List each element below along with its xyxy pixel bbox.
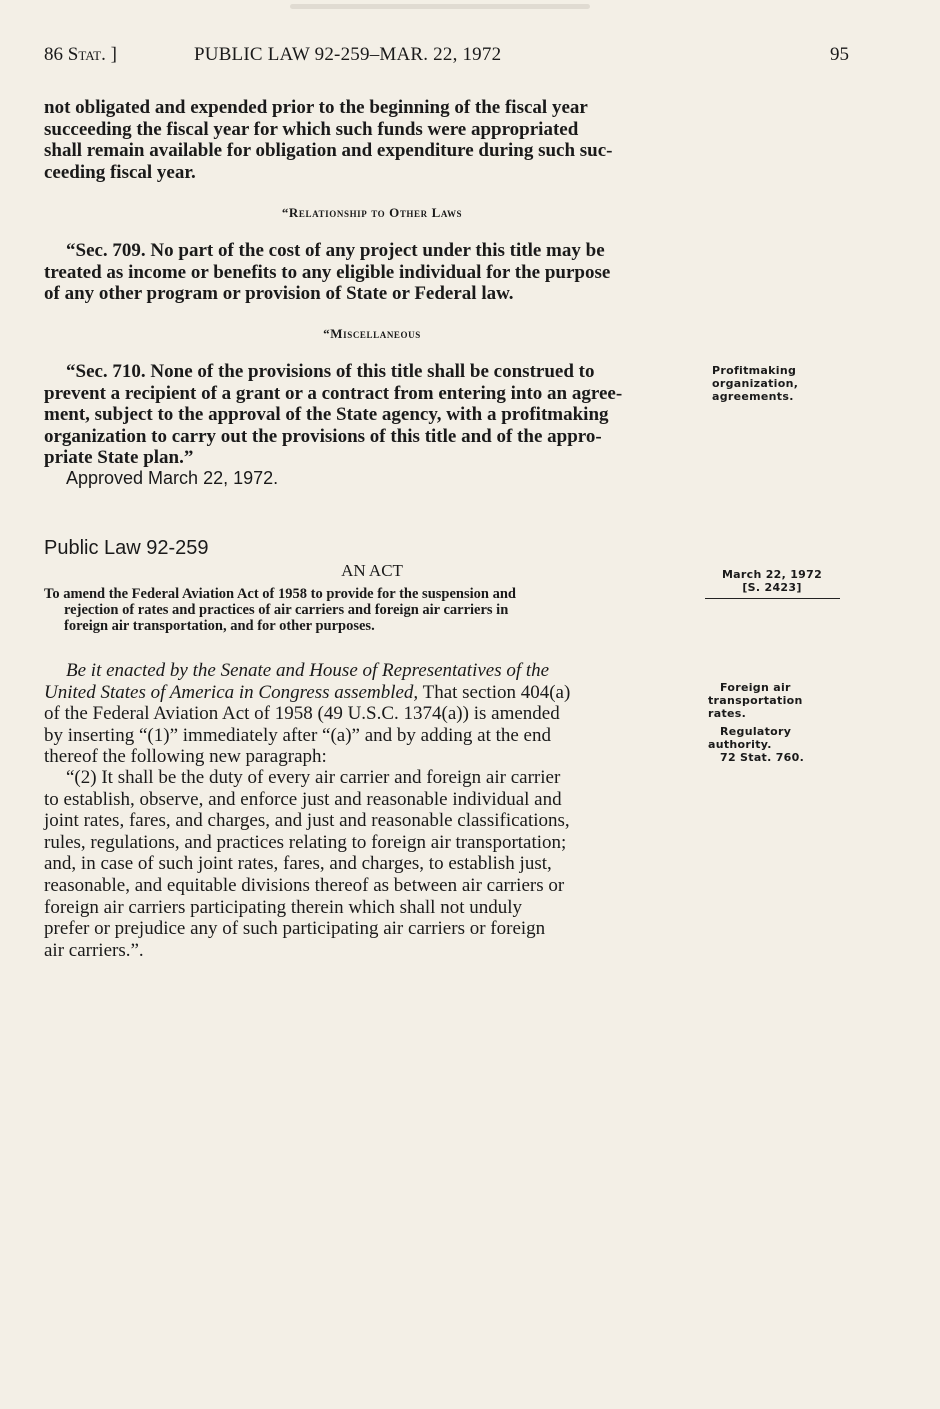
text-line: reasonable, and equitable divisions thereof as between air carriers or bbox=[44, 874, 565, 896]
text-line: air carriers.”. bbox=[44, 939, 144, 961]
section-710-text bbox=[44, 361, 700, 469]
text-line: prefer or prejudice any of such participating air carriers or foreign bbox=[44, 918, 546, 940]
text-line: of the Federal Aviation Act of 1958 (49 U.S.C. 1374(a)) is amended bbox=[44, 703, 560, 725]
public-law-title: Public Law 92-259 bbox=[44, 537, 209, 559]
text-line: treated as income or benefits to any eligible individual for the purpose bbox=[44, 261, 611, 283]
text-line: “Sec. 710. None of the provisions of this title shall be construed to bbox=[66, 361, 595, 382]
text-line: To amend the Federal Aviation Act of 1958 to provide for the suspension and bbox=[44, 586, 516, 602]
text-line bbox=[44, 682, 700, 704]
text-line: Be it enacted by the Senate and House of Representatives of the bbox=[66, 660, 550, 681]
section-heading-relationship: “Relationship to Other Laws bbox=[281, 205, 463, 220]
margin-rule bbox=[705, 598, 840, 599]
margin-note-profitmaking bbox=[712, 364, 798, 403]
text-line: “Sec. 709. No part of the cost of any project under this title may be bbox=[66, 240, 605, 261]
text-line: foreign air carriers participating therein which shall not unduly bbox=[44, 896, 523, 918]
enacting-roman: That section 404(a) bbox=[422, 681, 571, 703]
margin-line: Profitmaking bbox=[712, 364, 797, 377]
text-line: foreign air transportation, and for other purposes. bbox=[64, 618, 375, 634]
text-line: ceeding fiscal year. bbox=[44, 161, 196, 183]
text-line: prevent a recipient of a grant or a contract from entering into an agree- bbox=[44, 382, 623, 404]
text-line: of any other program or provision of State or Federal law. bbox=[44, 283, 514, 305]
text-line: not obligated and expended prior to the beginning of the fiscal year bbox=[44, 97, 588, 118]
law-header: PUBLIC LAW 92-259–MAR. 22, 1972 bbox=[194, 44, 502, 65]
continuation-paragraph bbox=[44, 97, 700, 183]
bill-number: [S. 2423] bbox=[742, 581, 802, 594]
margin-line: organization, bbox=[712, 377, 799, 390]
approval-date: Approved March 22, 1972. bbox=[66, 468, 279, 488]
scan-smudge bbox=[290, 4, 590, 9]
margin-note-foreign-air bbox=[708, 681, 803, 720]
text-line: “(2) It shall be the duty of every air carrier and foreign air carrier bbox=[66, 767, 561, 788]
text-line: shall remain available for obligation and expenditure during such suc- bbox=[44, 140, 613, 162]
text-line: priate State plan.” bbox=[44, 447, 194, 469]
margin-note-regulatory bbox=[708, 725, 804, 764]
running-head bbox=[44, 44, 849, 72]
section-heading-miscellaneous: “Miscellaneous bbox=[323, 326, 421, 341]
margin-line: agreements. bbox=[712, 390, 794, 403]
text-line: rules, regulations, and practices relating to foreign air transportation; bbox=[44, 831, 567, 853]
text-line: and, in case of such joint rates, fares, and charges, to establish just, bbox=[44, 853, 552, 875]
margin-line: transportation bbox=[708, 694, 803, 707]
act-purpose bbox=[44, 586, 700, 634]
margin-line: March 22, 1972 bbox=[721, 568, 823, 581]
margin-line: rates. bbox=[708, 707, 747, 720]
page-number: 95 bbox=[830, 44, 849, 65]
enacting-italic: United States of America in Congress assembled, bbox=[44, 681, 419, 703]
margin-line: Foreign air bbox=[720, 681, 791, 694]
an-act-heading: AN ACT bbox=[341, 561, 403, 580]
margin-line: Regulatory bbox=[720, 725, 792, 738]
text-line: organization to carry out the provisions of this title and of the appro- bbox=[44, 425, 602, 447]
paragraph-2 bbox=[44, 767, 700, 961]
stat-citation: 72 Stat. 760. bbox=[720, 751, 805, 764]
text-line: ment, subject to the approval of the State agency, with a profitmaking bbox=[44, 404, 609, 426]
text-line: succeeding the fiscal year for which such funds were appropriated bbox=[44, 118, 579, 140]
text-line: by inserting “(1)” immediately after “(a)” and by adding at the end bbox=[44, 724, 551, 746]
enacting-clause bbox=[44, 660, 700, 768]
text-line: to establish, observe, and enforce just and reasonable individual and bbox=[44, 788, 562, 810]
volume-reference: 86 Stat. ] bbox=[44, 44, 117, 65]
section-709-text bbox=[44, 240, 700, 305]
margin-line: authority. bbox=[708, 738, 772, 751]
text-line: joint rates, fares, and charges, and just and reasonable classifications, bbox=[44, 810, 570, 832]
text-line: thereof the following new paragraph: bbox=[44, 746, 327, 768]
text-line: rejection of rates and practices of air carriers and foreign air carriers in bbox=[64, 602, 509, 618]
margin-note-date bbox=[718, 568, 826, 594]
